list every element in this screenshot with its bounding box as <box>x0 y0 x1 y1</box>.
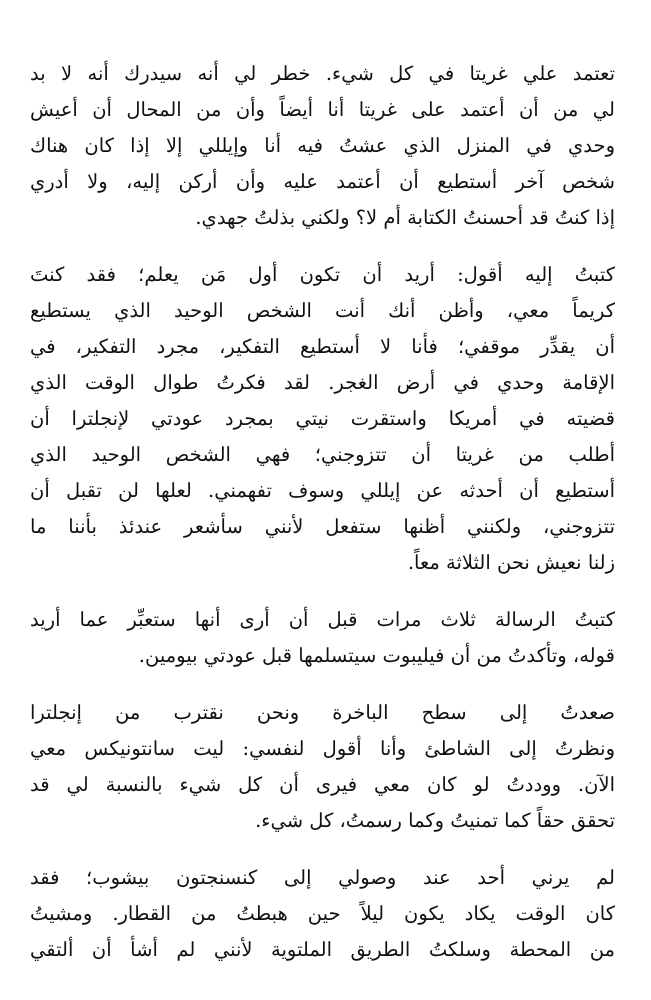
paragraph-4 <box>30 695 615 839</box>
text-line: قوله، وتأكدتُ من أن فيليبوت سيتسلمها قبل عودتي بيومين. <box>138 644 615 667</box>
paragraph-1 <box>30 56 615 236</box>
paragraph-2 <box>30 257 615 581</box>
text-line: شخص آخر أستطيع أن أعتمد عليه وأن أركن إليه، ولا أدري <box>30 170 615 193</box>
text-line: الآن. ووددتُ لو كان معي فيرى أن كل شيء بالنسبة لي قد <box>30 773 615 796</box>
paragraph-spacer <box>30 839 615 860</box>
text-line: كتبتُ إليه أقول: أريد أن تكون أول مَن يعلم؛ فقد كنتَ <box>30 263 615 286</box>
text-line: زلنا نعيش نحن الثلاثة معاً. <box>407 551 615 574</box>
text-line: من المحطة وسلكتُ الطريق الملتوية لأنني لم أشأ أن ألتقي <box>30 938 615 961</box>
text-line: تعتمد علي غريتا في كل شيء. خطر لي أنه سيدرك أنه لا بد <box>30 62 615 85</box>
text-line: أن يقدِّر موقفي؛ فأنا لا أستطيع التفكير، مجرد التفكير، في <box>30 335 615 358</box>
text-line: كتبتُ الرسالة ثلاث مرات قبل أن أرى أنها ستعبِّر عما أريد <box>30 608 615 631</box>
text-line: أستطيع أن أحدثه عن إيللي وسوف تفهمني. لعلها لن تقبل أن <box>30 479 615 502</box>
text-line: ونظرتُ إلى الشاطئ وأنا أقول لنفسي: ليت سانتونيكس معي <box>30 737 615 760</box>
paragraph-spacer <box>30 674 615 695</box>
text-line: تحقق حقاً كما تمنيتُ وكما رسمتُ، كل شيء. <box>255 809 615 832</box>
text-line: لم يرني أحد عند وصولي إلى كنسنجتون بيشوب؛ فقد <box>30 866 615 889</box>
paragraph-5 <box>30 860 615 968</box>
text-line: كان الوقت يكاد يكون ليلاً حين هبطتُ من القطار. ومشيتُ <box>30 902 615 925</box>
paragraph-spacer <box>30 581 615 602</box>
text-line: أطلب من غريتا أن تتزوجني؛ فهي الشخص الوحيد الذي <box>30 443 615 466</box>
paragraph-3 <box>30 602 615 674</box>
text-line: قضيته في أمريكا واستقرت نيتي بمجرد عودتي لإنجلترا أن <box>30 407 615 430</box>
text-line: إذا كنتُ قد أحسنتُ الكتابة أم لا؟ ولكني بذلتُ جهدي. <box>195 206 615 229</box>
text-line: لي من أن أعتمد على غريتا أنا أيضاً وأن من المحال أن أعيش <box>30 98 615 121</box>
text-line: الإقامة وحدي في أرض الغجر. لقد فكرتُ طوال الوقت الذي <box>30 371 615 394</box>
paragraph-spacer <box>30 236 615 257</box>
text-line: صعدتُ إلى سطح الباخرة ونحن نقترب من إنجلترا <box>30 701 615 724</box>
text-line: كريماً معي، وأظن أنك أنت الشخص الوحيد الذي يستطيع <box>30 299 615 322</box>
text-line: تتزوجني، ولكنني أظنها ستفعل لأنني سأشعر عندئذ بأننا ما <box>30 515 615 538</box>
text-line: وحدي في المنزل الذي عشتُ فيه أنا وإيللي إلا إذا كان هناك <box>30 134 615 157</box>
